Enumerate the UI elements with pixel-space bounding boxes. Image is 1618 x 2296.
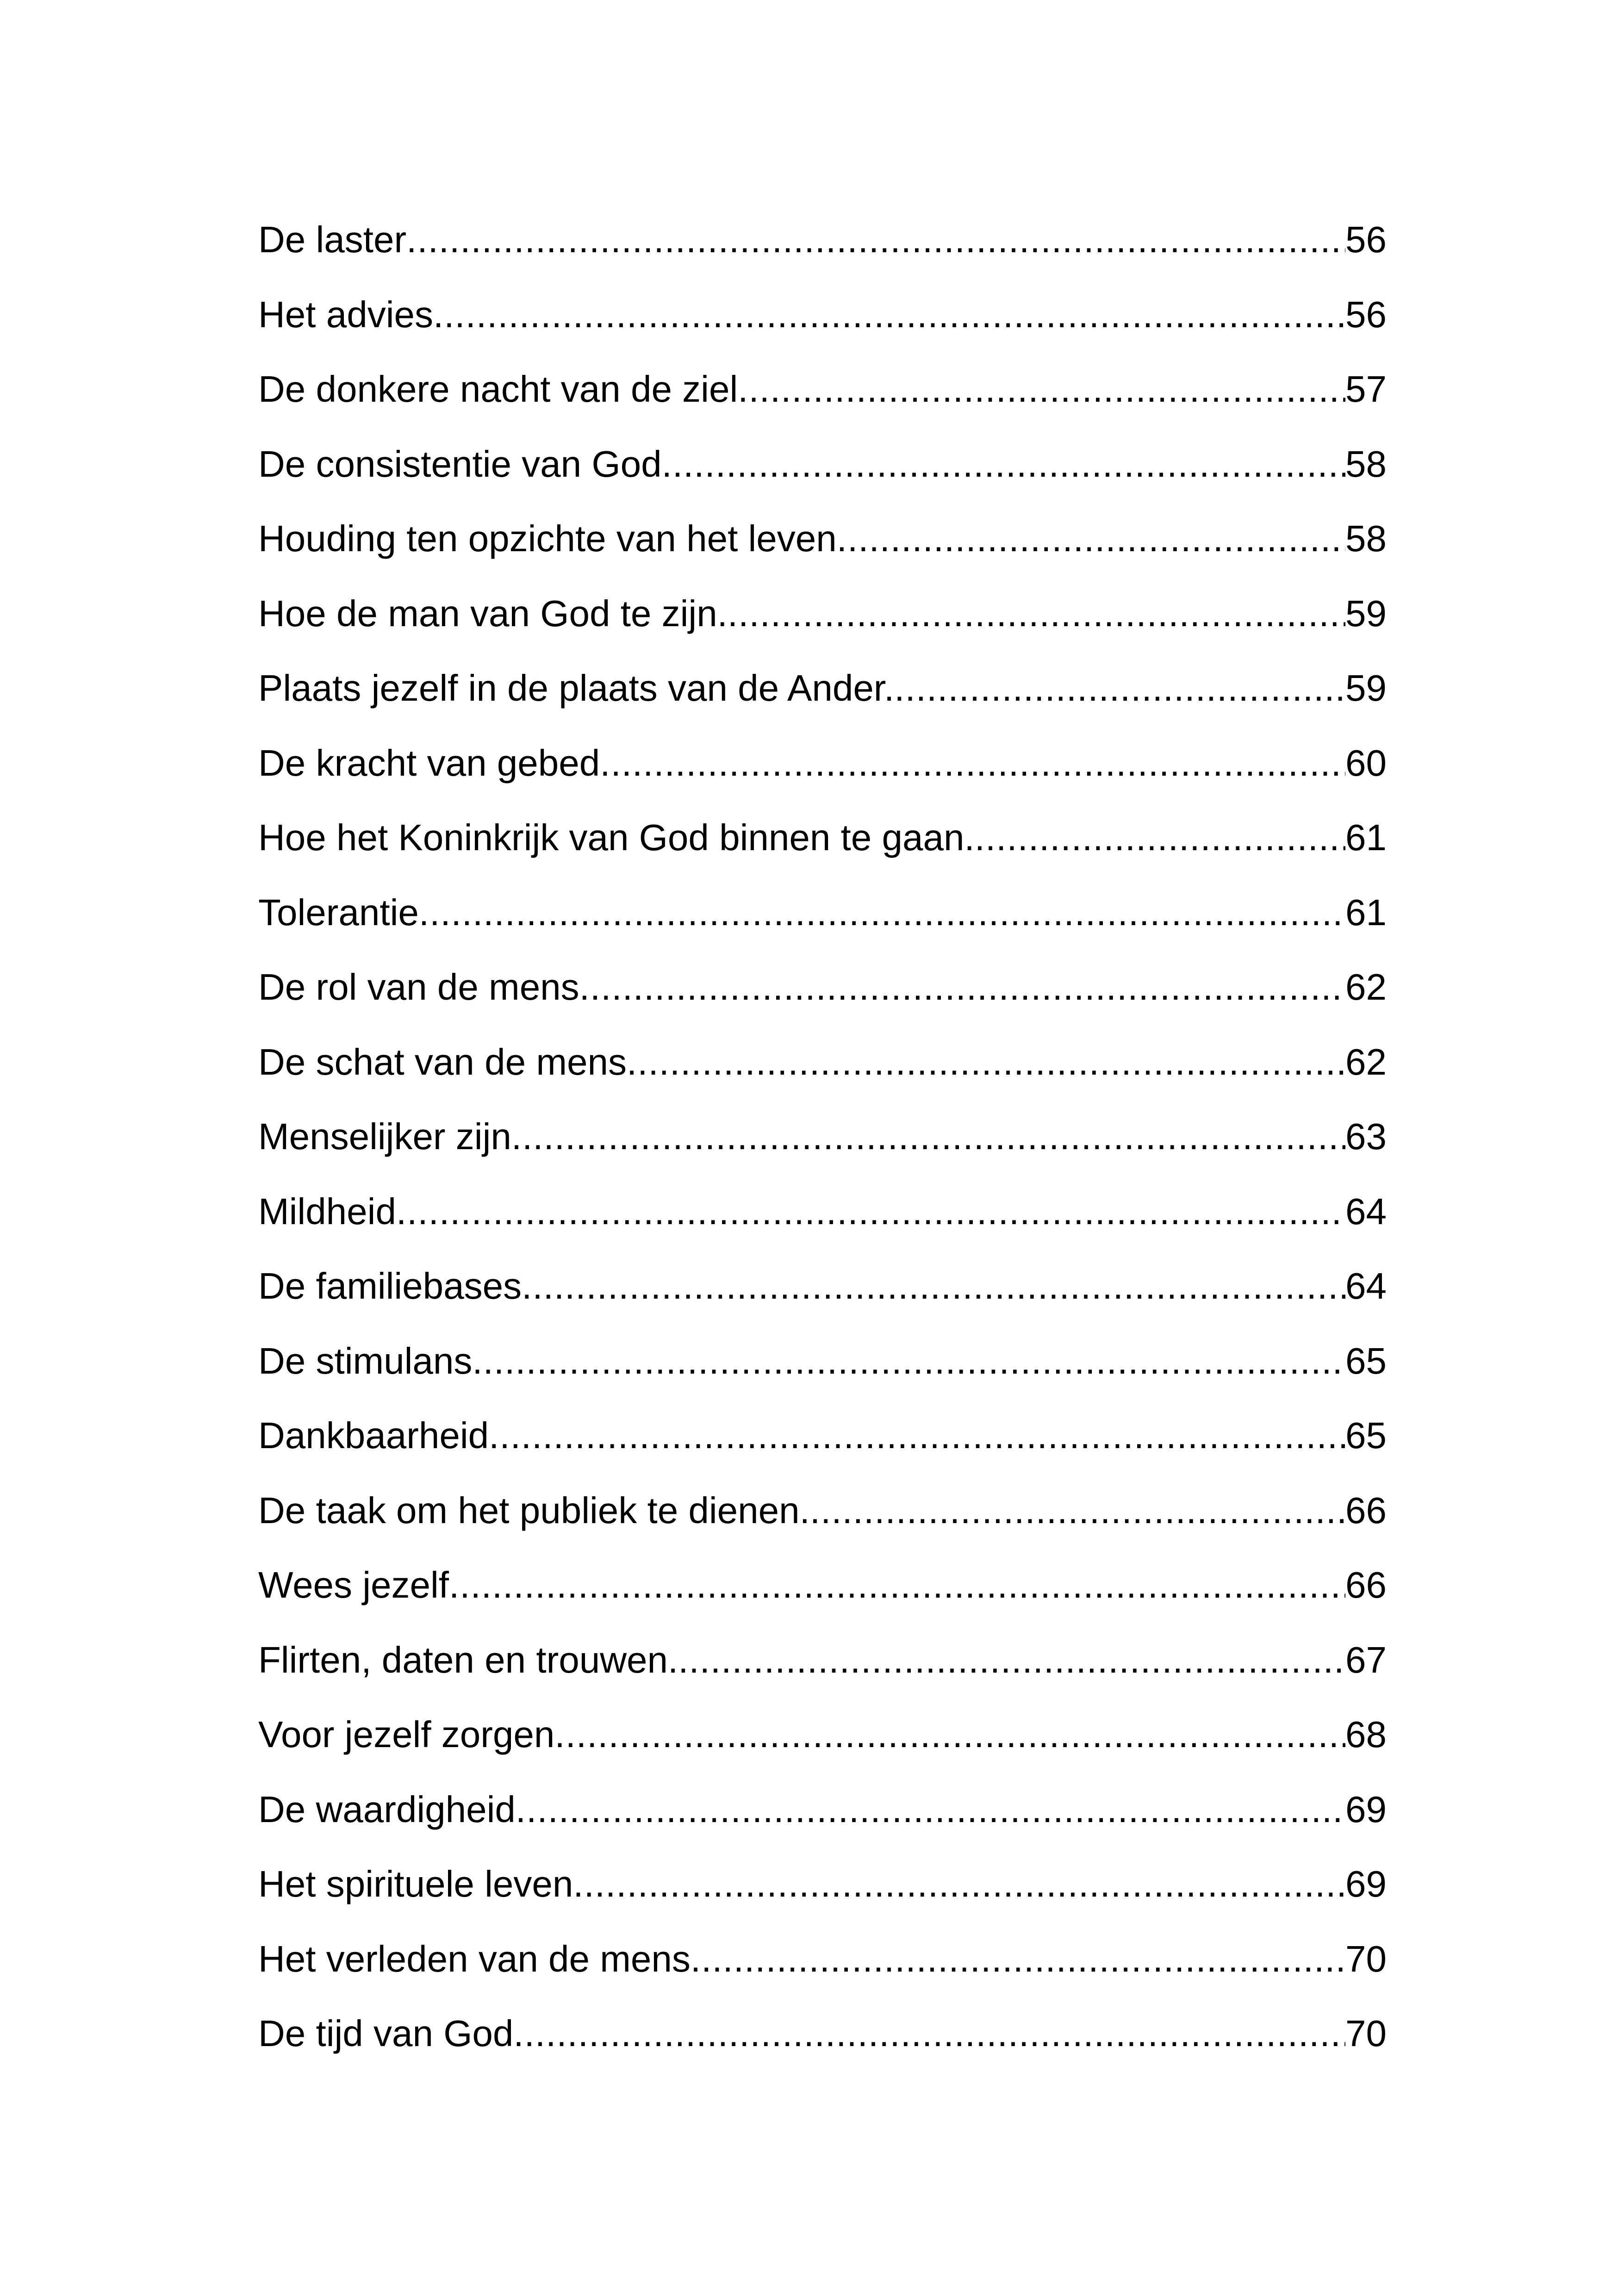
toc-entry-page: 56	[1345, 293, 1387, 335]
toc-entry[interactable]	[258, 1338, 1387, 1413]
toc-entry-page: 61	[1345, 891, 1387, 933]
toc-entry[interactable]	[258, 1562, 1387, 1637]
toc-entry[interactable]	[258, 1188, 1387, 1263]
toc-entry-title: Het spirituele leven	[258, 1863, 573, 1904]
dot-leader	[600, 740, 1345, 786]
toc-entry[interactable]	[258, 1936, 1387, 2011]
toc-entry-title: Het advies	[258, 293, 433, 335]
toc-entry-title: Dankbaarheid	[258, 1415, 489, 1456]
toc-entry-title: Houding ten opzichte van het leven	[258, 518, 837, 559]
toc-entry[interactable]	[258, 1412, 1387, 1487]
toc-entry[interactable]	[258, 1637, 1387, 1712]
toc-entry-title: De tijd van God	[258, 2013, 514, 2054]
toc-entry[interactable]	[258, 366, 1387, 441]
toc-entry-page: 69	[1345, 1863, 1387, 1904]
toc-entry-title: De donkere nacht van de ziel	[258, 368, 738, 410]
toc-entry[interactable]	[258, 1039, 1387, 1114]
toc-entry-title: De schat van de mens	[258, 1041, 627, 1083]
toc-entry-title: Het verleden van de mens	[258, 1938, 691, 1979]
toc-entry-title: Mildheid	[258, 1190, 396, 1232]
dot-leader	[522, 1263, 1345, 1309]
dot-leader	[554, 1711, 1345, 1758]
toc-entry-page: 57	[1345, 368, 1387, 410]
toc-entry[interactable]	[258, 1263, 1387, 1338]
toc-entry[interactable]	[258, 1711, 1387, 1786]
dot-leader	[894, 665, 1345, 711]
toc-entry-page: 66	[1345, 1564, 1387, 1605]
toc-entry[interactable]	[258, 740, 1387, 815]
toc-entry-page: 61	[1345, 817, 1387, 858]
toc-entry[interactable]	[258, 964, 1387, 1039]
toc-entry-page: 65	[1345, 1340, 1387, 1381]
toc-entry-page: 70	[1345, 1938, 1387, 1979]
toc-entry-title: Tolerantie	[258, 891, 419, 933]
dot-leader	[975, 815, 1345, 861]
toc-entry-title: Flirten, daten en trouwen.	[258, 1639, 678, 1680]
toc-entry[interactable]	[258, 1786, 1387, 1861]
toc-entry[interactable]	[258, 217, 1387, 292]
dot-leader	[627, 1039, 1345, 1085]
toc-entry-page: 63	[1345, 1116, 1387, 1157]
toc-entry-page: 67	[1345, 1639, 1387, 1680]
dot-leader	[433, 292, 1345, 338]
dot-leader	[728, 591, 1345, 637]
toc-entry-title: De rol van de mens	[258, 966, 579, 1008]
toc-entry-page: 56	[1345, 219, 1387, 260]
toc-entry-page: 59	[1345, 667, 1387, 709]
toc-entry[interactable]	[258, 441, 1387, 516]
toc-entry[interactable]	[258, 890, 1387, 964]
toc-entry-title: De waardigheid	[258, 1788, 516, 1830]
toc-entry-title: De laster	[258, 219, 407, 260]
dot-leader	[579, 964, 1345, 1010]
toc-entry[interactable]	[258, 2010, 1387, 2085]
toc-entry[interactable]	[258, 1861, 1387, 1936]
toc-entry-title: Wees jezelf	[258, 1564, 449, 1605]
toc-entry-title: De taak om het publiek te dienen.	[258, 1489, 810, 1531]
dot-leader	[516, 1786, 1345, 1833]
toc-entry-page: 64	[1345, 1190, 1387, 1232]
toc-entry[interactable]	[258, 516, 1387, 591]
toc-entry[interactable]	[258, 815, 1387, 890]
toc-entry-title: De familiebases	[258, 1265, 522, 1307]
toc-entry-page: 58	[1345, 443, 1387, 485]
dot-leader	[489, 1412, 1345, 1459]
toc-entry-title: De kracht van gebed	[258, 742, 600, 784]
dot-leader	[678, 1637, 1345, 1683]
toc-entry[interactable]	[258, 591, 1387, 666]
toc-entry-page: 62	[1345, 1041, 1387, 1083]
toc-entry-page: 62	[1345, 966, 1387, 1008]
dot-leader	[573, 1861, 1345, 1907]
toc-entry-page: 70	[1345, 2013, 1387, 2054]
dot-leader	[472, 1338, 1345, 1384]
toc-entry-title: Plaats jezelf in de plaats van de Ander.	[258, 667, 895, 709]
toc-entry-page: 64	[1345, 1265, 1387, 1307]
toc-entry-page: 58	[1345, 518, 1387, 559]
dot-leader	[406, 217, 1345, 263]
dot-leader	[662, 441, 1345, 487]
table-of-contents	[258, 217, 1387, 2085]
toc-entry[interactable]	[258, 1114, 1387, 1188]
dot-leader	[449, 1562, 1345, 1608]
dot-leader	[810, 1487, 1345, 1534]
toc-entry-page: 65	[1345, 1415, 1387, 1456]
toc-entry-title: Menselijker zijn	[258, 1116, 511, 1157]
toc-entry[interactable]	[258, 665, 1387, 740]
dot-leader	[396, 1188, 1345, 1235]
dot-leader	[837, 516, 1345, 562]
dot-leader	[513, 2010, 1345, 2057]
toc-entry[interactable]	[258, 292, 1387, 367]
dot-leader	[738, 366, 1345, 412]
dot-leader	[691, 1936, 1345, 1982]
toc-entry-page: 69	[1345, 1788, 1387, 1830]
toc-entry-page: 59	[1345, 592, 1387, 634]
toc-entry-page: 60	[1345, 742, 1387, 784]
dot-leader	[511, 1114, 1345, 1160]
toc-entry-title: Hoe de man van God te zijn.	[258, 592, 728, 634]
toc-entry-title: Voor jezelf zorgen	[258, 1714, 555, 1755]
dot-leader	[419, 890, 1345, 936]
toc-entry[interactable]	[258, 1487, 1387, 1562]
toc-entry-page: 68	[1345, 1714, 1387, 1755]
toc-entry-title: De consistentie van God	[258, 443, 662, 485]
toc-entry-title: Hoe het Koninkrijk van God binnen te gaan.	[258, 817, 975, 858]
toc-entry-title: De stimulans	[258, 1340, 473, 1381]
toc-entry-page: 66	[1345, 1489, 1387, 1531]
